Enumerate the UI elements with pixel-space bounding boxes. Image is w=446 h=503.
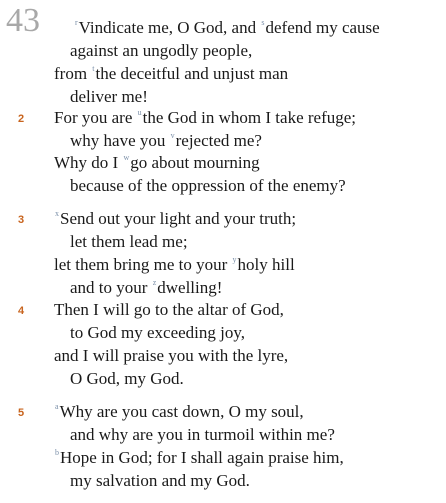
verse-number: 4 [18, 305, 25, 317]
verse-2-line-1: For you are $^u$the God in whom I take refuge; [54, 108, 357, 127]
verse-3-line-4: and to your $^z$dwelling! [70, 278, 223, 297]
verse-3-line-3: let them bring me to your $^y$holy hill [54, 255, 295, 274]
chapter-number: 43 [6, 2, 40, 39]
verse-1-line-3: from $^t$the deceitful and unjust man [54, 64, 289, 83]
verse-number: 2 [18, 113, 25, 125]
footnote-marker[interactable]: z [152, 278, 157, 287]
footnote-marker[interactable]: w [123, 153, 130, 162]
verse-4-line-1: Then I will go to the altar of God, [54, 300, 284, 319]
verse-3-line-1: $^x$Send out your light and your truth; [55, 209, 297, 228]
footnote-marker[interactable]: x [55, 209, 59, 218]
verse-2-line-2: why have you $^v$rejected me? [70, 131, 262, 150]
verse-number: 5 [18, 407, 25, 419]
footnote-marker[interactable]: r [75, 18, 78, 27]
verse-3-line-2: let them lead me; [70, 232, 188, 251]
verse-1-line-4: deliver me! [70, 87, 148, 106]
verse-5-line-2: and why are you in turmoil within me? [70, 425, 335, 444]
verse-number: 3 [18, 214, 25, 226]
verse-1-line-2: against an ungodly people, [70, 41, 253, 60]
footnote-marker[interactable]: a [55, 402, 59, 411]
footnote-marker[interactable]: s [261, 18, 265, 27]
footnote-marker[interactable]: u [137, 108, 142, 117]
verse-4-line-3: and I will praise you with the lyre, [54, 346, 289, 365]
verse-5-line-3: $^b$Hope in God; for I shall again praise him, [55, 448, 344, 467]
footnote-marker[interactable]: t [92, 64, 95, 73]
verse-2-line-3: Why do I $^w$go about mourning [54, 153, 260, 172]
footnote-marker[interactable]: y [232, 255, 237, 264]
verse-4-line-4: O God, my God. [70, 369, 184, 388]
verse-2-line-4: because of the oppression of the enemy? [70, 176, 346, 195]
footnote-marker[interactable]: v [170, 131, 175, 140]
verse-5-line-1: $^a$Why are you cast down, O my soul, [55, 402, 304, 421]
footnote-marker[interactable]: b [55, 448, 59, 457]
verse-4-line-2: to God my exceeding joy, [70, 323, 245, 342]
verse-5-line-4: my salvation and my God. [70, 471, 250, 490]
verse-1-line-1: $^r$Vindicate me, O God, and $^s$defend my cause [75, 18, 380, 37]
